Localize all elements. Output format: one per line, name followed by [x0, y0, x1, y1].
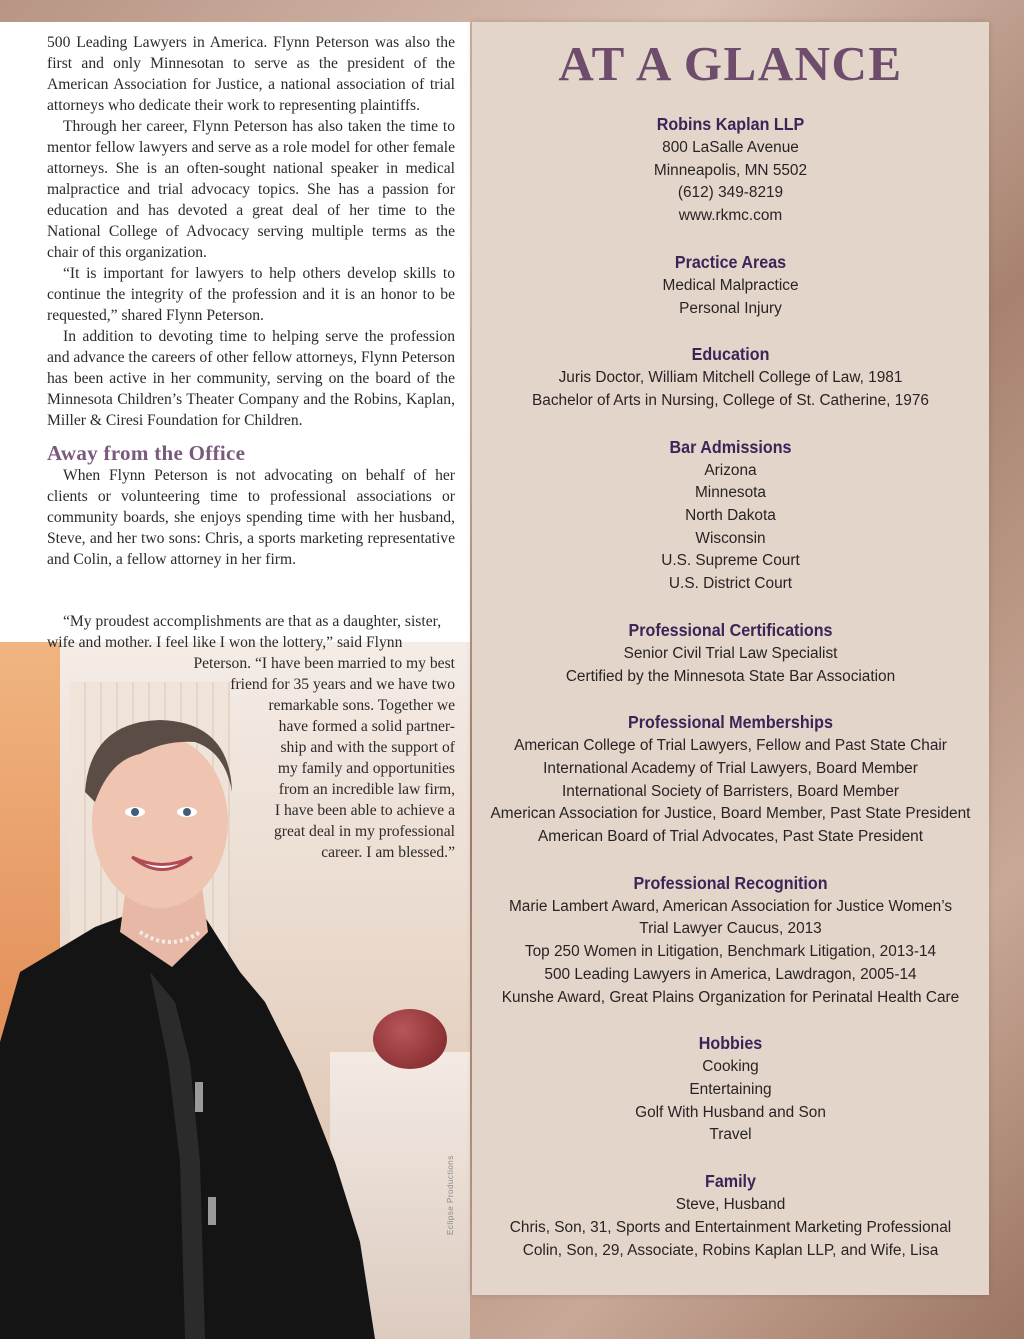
- glance-item: Marie Lambert Award, American Association for Justice Women’s: [508, 897, 953, 915]
- glance-item: Kunshe Award, Great Plains Organization for Perinatal Health Care: [501, 988, 960, 1006]
- glance-item: Arizona: [704, 461, 757, 479]
- glance-sections: [472, 112, 989, 1284]
- glance-section-heading: Family: [704, 1171, 757, 1192]
- glance-item: Wisconsin: [695, 529, 766, 547]
- quote-line: I have been able to achieve a: [274, 802, 455, 819]
- glance-item: Juris Doctor, William Mitchell College of Law, 1981: [558, 369, 903, 387]
- glance-item: Bachelor of Arts in Nursing, College of St. Catherine, 1976: [532, 391, 929, 409]
- glance-section-heading: Robins Kaplan LLP: [656, 114, 805, 134]
- glance-section-heading: Education: [691, 344, 770, 365]
- glance-section: [472, 112, 989, 228]
- glance-item: 800 LaSalle Avenue: [662, 139, 799, 156]
- glance-item: North Dakota: [685, 507, 776, 525]
- glance-section: [472, 1169, 989, 1262]
- glance-item: Minnesota: [694, 484, 766, 502]
- glance-item: Travel: [709, 1126, 752, 1144]
- quote-line: “My proudest accomplishments are that as a daughter, sister, wife and mother. I feel like I won the lottery,” said Flynn: [47, 613, 442, 651]
- glance-item: U.S. Supreme Court: [661, 552, 800, 570]
- glance-item: American College of Trial Lawyers, Fellow and Past State Chair: [514, 737, 947, 755]
- section-subhead: Away from the Office: [47, 441, 246, 465]
- glance-item: International Society of Barristers, Board Member: [561, 782, 900, 800]
- glance-section: [472, 710, 989, 849]
- glance-item: International Academy of Trial Lawyers, Board Member: [543, 759, 918, 777]
- quote-line: great deal in my professional: [273, 823, 455, 840]
- glance-section: [472, 435, 989, 596]
- glance-section-heading: Professional Certifications: [628, 619, 833, 640]
- glance-item: Golf With Husband and Son: [635, 1103, 826, 1121]
- glance-section-heading: Hobbies: [698, 1033, 763, 1054]
- glance-item: Senior Civil Trial Law Specialist: [623, 644, 838, 662]
- quote-line: career. I am blessed.”: [321, 844, 455, 861]
- quote-line: my family and opportunities: [277, 760, 455, 777]
- quote-line: from an incredible law firm,: [278, 781, 455, 798]
- glance-section-heading: Bar Admissions: [669, 436, 792, 457]
- quote-line: have formed a solid partner-: [278, 718, 455, 735]
- glance-item: Colin, Son, 29, Associate, Robins Kaplan LLP, and Wife, Lisa: [522, 1241, 939, 1259]
- glance-section-heading: Professional Recognition: [633, 872, 828, 893]
- glance-section-heading: Professional Memberships: [628, 712, 833, 733]
- glance-item: (612) 349-8219: [677, 184, 784, 202]
- article-paragraph: “It is important for lawyers to help others develop skills to continue the integrity of the profession and it is an honor to be requested,” shared Flynn Peterson.: [47, 265, 455, 324]
- article-paragraph: When Flynn Peterson is not advocating on behalf of her clients or volunteering time to professional associations or community boards, she enjoys spending time with her husband, Steve, and her two sons: Chris, a sports marketing representative and Colin, a fellow attorney in her firm.: [47, 467, 455, 568]
- quote-line: ship and with the support of: [280, 739, 455, 756]
- glance-item: Steve, Husband: [675, 1196, 786, 1214]
- article-panel: [0, 22, 470, 1339]
- pull-quote: [47, 611, 455, 863]
- glance-item: American Board of Trial Advocates, Past State President: [538, 828, 923, 846]
- glance-section-heading: Practice Areas: [674, 251, 787, 272]
- article-paragraph: 500 Leading Lawyers in America. Flynn Peterson was also the first and only Minnesotan to serve as the president of the American Association for Justice, a national association of trial attorneys who dedicate their work to representing plaintiffs.: [47, 34, 455, 114]
- glance-section: [472, 342, 989, 412]
- glance-item: Certified by the Minnesota State Bar Association: [565, 667, 896, 685]
- glance-title: AT A GLANCE: [558, 36, 903, 91]
- glance-item: Minneapolis, MN 5502: [653, 161, 808, 179]
- glance-item: Trial Lawyer Caucus, 2013: [639, 920, 822, 938]
- article-text: [47, 32, 455, 570]
- photo-credit: Eclipse Productions: [446, 1155, 455, 1235]
- glance-section: [472, 1031, 989, 1147]
- glance-section: [472, 871, 989, 1010]
- glance-item: Cooking: [702, 1058, 759, 1076]
- glance-section: [472, 618, 989, 688]
- glance-section: [472, 250, 989, 320]
- glance-item: Personal Injury: [679, 299, 782, 317]
- glance-item: www.rkmc.com: [678, 207, 783, 225]
- glance-item: Chris, Son, 31, Sports and Entertainment Marketing Professional: [509, 1218, 952, 1236]
- quote-line: remarkable sons. Together we: [268, 697, 455, 714]
- quote-line: friend for 35 years and we have two: [230, 676, 455, 693]
- article-paragraph: Through her career, Flynn Peterson has also taken the time to mentor fellow lawyers and serve as a role model for other female attorneys. She is an often-sought national speaker in medical malpractice and trial advocacy topics. She has a passion for education and has devoted a great deal of her time to the National College of Advocacy serving multiple terms as the chair of this organization.: [47, 118, 455, 261]
- glance-item: Medical Malpractice: [662, 276, 799, 294]
- article-paragraph: In addition to devoting time to helping serve the profession and advance the careers of other fellow attorneys, Flynn Peterson has been active in her community, serving on the board of the Minnesota Children’s Theater Company and the Robins, Kaplan, Miller & Ciresi Foundation for Children.: [47, 328, 455, 429]
- glance-item: Top 250 Women in Litigation, Benchmark Litigation, 2013-14: [524, 943, 937, 961]
- glance-item: American Association for Justice, Board Member, Past State President: [490, 805, 971, 823]
- quote-line: Peterson. “I have been married to my best: [193, 655, 455, 672]
- glance-item: 500 Leading Lawyers in America, Lawdragon, 2005-14: [544, 965, 917, 983]
- glance-item: Entertaining: [689, 1080, 772, 1098]
- glance-item: U.S. District Court: [668, 575, 793, 593]
- at-a-glance-panel: [472, 22, 989, 1295]
